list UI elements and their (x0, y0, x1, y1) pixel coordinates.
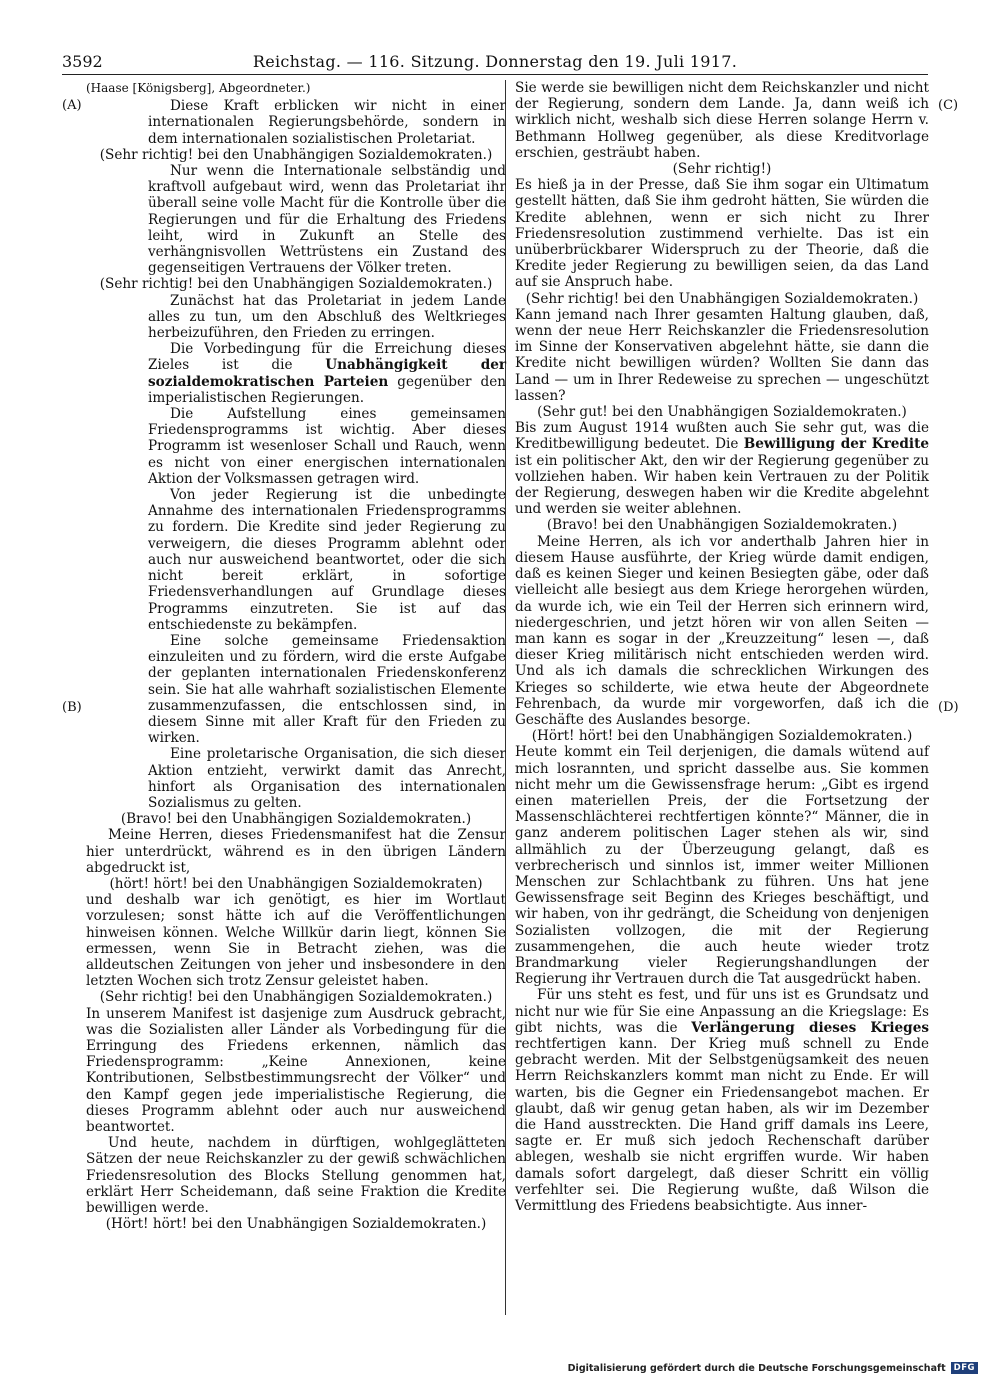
interjection: (Sehr richtig! bei den Unabhängigen Sozialdemokraten.) (99, 276, 493, 293)
margin-mark-b: (B) (62, 700, 82, 715)
speaker-label: (Haase [Königsberg], Abgeordneter.) (86, 81, 311, 95)
paragraph: und deshalb war ich genötigt, es hier im Wortlaut vorzulesen; sonst hätte ich auf die Veröffentlichungen hinweisen können. Welche Willkür darin liegt, können Sie ermessen, wenn Sie in Betracht ziehen, was die alldeutschen Zeitungen von jeher und insbesondere in den letzten Wochen sich trotz Zensur geleistet haben. (86, 892, 506, 990)
interjection: (Sehr richtig! bei den Unabhängigen Sozialdemokraten.) (99, 146, 493, 163)
text-run: ist ein politischer Akt, den wir der Regierung gegenüber zu vollziehen haben. Wir haben kein Vertrauen zu der Politik der Regierung, deswegen haben wir die Kredite abgelehnt und werden sie weiter ablehnen. (515, 452, 929, 518)
margin-mark-d: (D) (938, 700, 959, 715)
text-run: gegenüber den imperialistischen Regierungen. (148, 373, 507, 406)
interjection: (Hört! hört! bei den Unabhängigen Sozialdemokraten.) (531, 728, 913, 745)
left-column (86, 80, 506, 1232)
margin-mark-a: (A) (62, 98, 82, 113)
emphasis: Unabhängigkeit der sozialdemokratischen Parteien (148, 357, 507, 390)
paragraph: Und heute, nachdem in dürftigen, wohlgeglätteten Sätzen der neue Reichskanzler zu der gewiß schwächlichen Friedensresolution des Blocks Stellung genommen hat, erklärt Herr Scheidemann, daß seine Fraktion die Kredite bewilligen werde. (86, 1135, 506, 1217)
paragraph: Kann jemand nach Ihrer gesamten Haltung glauben, daß, wenn der neue Herr Reichskanzler die Friedensresolution im Sinne der Konservativen abgelehnt hätte, sie dann die Kredite nicht bewilligen würden? Wollten Sie dann das Land — um in Ihrer Redeweise zu sprechen — ungeschützt lassen? (515, 306, 929, 404)
interjection: (Bravo! bei den Unabhängigen Sozialdemokraten.) (120, 811, 472, 828)
paragraph: Eine proletarische Organisation, die sich dieser Aktion entzieht, verwirkt damit das Anrecht, hinfort als Organisation des internationalen Sozialismus zu gelten. (148, 746, 506, 811)
interjection: (Hört! hört! bei den Unabhängigen Sozialdemokraten.) (105, 1216, 487, 1233)
paragraph: Eine solche gemeinsame Friedensaktion einzuleiten und zu fördern, wird die erste Aufgabe der geplanten internationalen Friedenskonferenz sein. Sie hat alle wahrhaft sozialistischen Elemente zusammenzufassen, die entschlossen sind, in diesem Sinne mit aller Kraft für den Frieden zu wirken. (148, 632, 506, 747)
paragraph-mixed (515, 420, 929, 517)
paragraph: Diese Kraft erblicken wir nicht in einer internationalen Regierungsbehörde, sondern in dem internationalen sozialistischen Proletariat. (148, 98, 506, 147)
paragraph: Die Aufstellung eines gemeinsamen Friedensprogramms ist wichtig. Aber dieses Programm ist wesenloser Schall und Rauch, wenn es nicht von einer energischen internationalen Aktion der Volksmassen getragen wird. (148, 406, 506, 487)
interjection: (hört! hört! bei den Unabhängigen Sozialdemokraten) (109, 875, 483, 892)
interjection: (Sehr gut! bei den Unabhängigen Sozialdemokraten.) (537, 404, 907, 421)
dfg-logo-icon: DFG (951, 1362, 978, 1374)
emphasis: Verlängerung dieses Krieges (691, 1019, 929, 1036)
paragraph: Von jeder Regierung ist die unbedingte Annahme des internationalen Friedensprogramms zu fordern. Die Kredite sind jeder Regierung zu verweigern, die dieses Programm ablehnt oder auch nur ausweichend beantwortet, oder die sich nicht bereit erklärt, in sofortige Friedensverhandlungen auf Grundlage dieses Programms einzutreten. Sie ist auf das entschiedenste zu bekämpfen. (148, 487, 506, 633)
running-title: Reichstag. — 116. Sitzung. Donnerstag den 19. Juli 1917. (252, 52, 738, 71)
footer-text: Digitalisierung gefördert durch die Deutsche Forschungsgemeinschaft (567, 1362, 946, 1374)
text-run: Bis zum August 1914 wußten auch Sie sehr gut, was die Kreditbewilligung bedeutet. Die (515, 420, 929, 453)
text-run: Für uns steht es fest, und für uns ist es Grundsatz und nicht nur wie für Sie eine Anpassung an die Kriegslage: Es gibt nichts, was die (515, 987, 929, 1036)
right-column (515, 80, 929, 1214)
digitization-footer (568, 1362, 978, 1374)
paragraph: Heute kommt ein Teil derjenigen, die damals wütend auf mich losrannten, und spricht dasselbe aus. Sie kommen nicht mehr um die Gewissensfrage herum: „Gibt es irgend einen materiellen Preis, der die Fortsetzung der Massenschlächterei rechtfertigen könnte?“ Männer, die in ganz anderem politischen Lager stehen als wir, sind allmählich zu der Überzeugung gelangt, daß es verbrecherisch und sinnlos ist, immer weiter Millionen Menschen zur Schlachtbank zu führen. Uns hat jene Gewissensfrage seit Beginn des Krieges beschäftigt, und wir haben, von ihr gedrängt, die Scheidung von denjenigen Sozialisten vollzogen, die mit der Regierung zusammengehen, die auch heute wieder trotz Brandmarkung vieler Regierungshandlungen der Regierung ihr Vertrauen durch die Tat ausgedrückt haben. (515, 744, 929, 988)
paragraph: Sie werde sie bewilligen nicht dem Reichskanzler und nicht der Regierung, sondern dem Lande. Ja, dann weiß ich wirklich nicht, weshalb sich diese Herren solange Herrn v. Bethmann Hollweg gegenüber, als diese Kreditvorlage erschien, gesträubt haben. (515, 80, 929, 161)
paragraph: Es hieß ja in der Presse, daß Sie ihm sogar ein Ultimatum gestellt hätten, daß Sie ihm gedroht hätten, Sie würden die Kredite ablehnen, wenn er sich nicht zu Ihrer Friedensresolution zustimmend verhielte. Das ist ein unüberbrückbarer Widerspruch zu der Theorie, daß die Kredite jeder Regierung zu bewilligen seien, da das Land auf sie Anspruch habe. (515, 177, 929, 291)
paragraph-mixed (515, 987, 929, 1214)
paragraph: Meine Herren, als ich vor anderthalb Jahren hier in diesem Hause ausführte, der Krieg würde damit endigen, daß es keinen Sieger und keinen Besiegten gäbe, oder daß vielleicht alle besiegt aus dem Kriege herorgehen würden, da wurde ich, wie ein Teil der Herren sich erinnern wird, niedergeschrien, und jetzt hören wir von allen Seiten — man kann es sogar in der „Kreuzzeitung“ lesen —, daß dieser Krieg militärisch nicht entschieden werden wird. Und als ich damals die schrecklichen Wirkungen des Krieges so schilderte, wie etwa heute der Abgeordnete Fehrenbach, da wurde mir vorgeworfen, daß ich die Geschäfte des Auslandes besorge. (515, 533, 929, 728)
margin-mark-c: (C) (938, 98, 959, 113)
paragraph: In unserem Manifest ist dasjenige zum Ausdruck gebracht, was die Sozialisten aller Länder als Vorbedingung für die Erringung des Friedens erkennen, nämlich das Friedensprogramm: „Keine Annexionen, keine Kontributionen, Selbstbestimmungsrecht der Völker“ und den Kampf gegen jede imperialistische Regierung, die dieses Programm ablehnt oder auch nur ausweichend beantwortet. (86, 1005, 506, 1135)
paragraph: Zunächst hat das Proletariat in jedem Lande alles zu tun, um den Abschluß des Weltkrieges herbeizuführen, den Frieden zu erringen. (148, 292, 506, 342)
interjection: (Sehr richtig! bei den Unabhängigen Sozialdemokraten.) (99, 989, 493, 1006)
page-number: 3592 (62, 52, 103, 71)
interjection: (Sehr richtig!) (672, 161, 772, 178)
text-run: Die Vorbedingung für die Erreichung dieses Zieles ist die (148, 341, 506, 374)
interjection: (Sehr richtig! bei den Unabhängigen Sozialdemokraten.) (525, 290, 919, 307)
paragraph: Meine Herren, dieses Friedensmanifest hat die Zensur hier unterdrückt, während es in den übrigen Ländern abgedruckt ist, (86, 827, 506, 876)
paragraph: Nur wenn die Internationale selbständig und kraftvoll aufgebaut wird, wenn das Proletariat ihr überall seine volle Macht für die Kontrolle über die Regierungen und für die Erhaltung des Friedens leiht, wird in Zukunft an Stelle des verhängnisvollen Wettrüstens ein Zustand des gegenseitigen Vertrauens der Völker treten. (148, 163, 506, 277)
text-run: rechtfertigen kann. Der Krieg muß schnell zu Ende gebracht werden. Mit der Selbstgenügsamkeit des neuen Herrn Reichskanzlers kommt man nicht zu Ende. Er will warten, bis die Gegner ein Friedensangebot machen. Er glaubt, daß wir genug getan haben, als wir im Dezember die Hand ausstreckten. Die Hand griff damals ins Leere, sagte er. Er muß sich jedoch Rechenschaft darüber ablegen, weshalb sie nicht ergriffen wurde. Wir haben damals sofort dargelegt, daß dieser Schritt ein völlig verfehlter sei. Die Regierung wußte, daß Wilson die Vermittlung des Friedens beabsichtigte. Aus inner- (515, 1035, 929, 1215)
page-header (62, 50, 928, 75)
emphasis: Bewilligung der Kredite (743, 436, 930, 453)
paragraph-mixed (148, 341, 506, 406)
interjection: (Bravo! bei den Unabhängigen Sozialdemokraten.) (546, 517, 898, 534)
